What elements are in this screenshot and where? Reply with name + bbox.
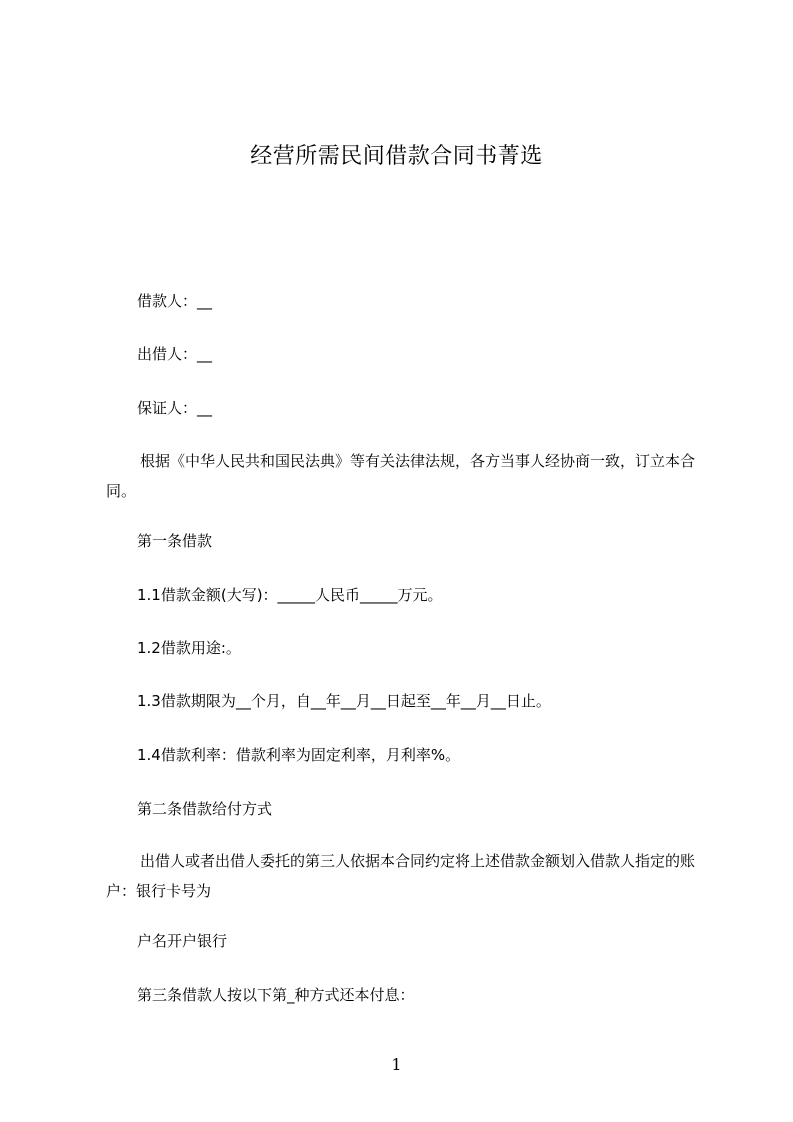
- preamble-paragraph: 根据《中华人民共和国民法典》等有关法律法规，各方当事人经协商一致，订立本合同。: [106, 452, 696, 500]
- clause-1-3: 1.3借款期限为__个月，自__年__月__日起至__年__月__日止。: [137, 692, 551, 710]
- article-2-paragraph: 出借人或者出借人委托的第三人依据本合同约定将上述借款金额划入借款人指定的账户：银行卡号为: [106, 852, 696, 900]
- lender-line: 出借人：__: [137, 345, 213, 363]
- clause-1-4: 1.4借款利率：借款利率为固定利率，月利率%。: [137, 746, 461, 764]
- guarantor-line: 保证人：__: [137, 399, 213, 417]
- page-number: 1: [391, 1055, 402, 1074]
- clause-1-1: 1.1借款金额(大写)：_____人民币_____万元。: [137, 586, 443, 604]
- borrower-line: 借款人：__: [137, 292, 213, 310]
- article-1-heading: 第一条借款: [137, 532, 213, 550]
- account-name-bank-line: 户名开户银行: [137, 932, 228, 950]
- document-title: 经营所需民间借款合同书菁选: [250, 144, 543, 169]
- article-2-heading: 第二条借款给付方式: [137, 800, 273, 818]
- article-3-heading: 第三条借款人按以下第_种方式还本付息：: [137, 986, 415, 1004]
- clause-1-2: 1.2借款用途:。: [137, 639, 241, 657]
